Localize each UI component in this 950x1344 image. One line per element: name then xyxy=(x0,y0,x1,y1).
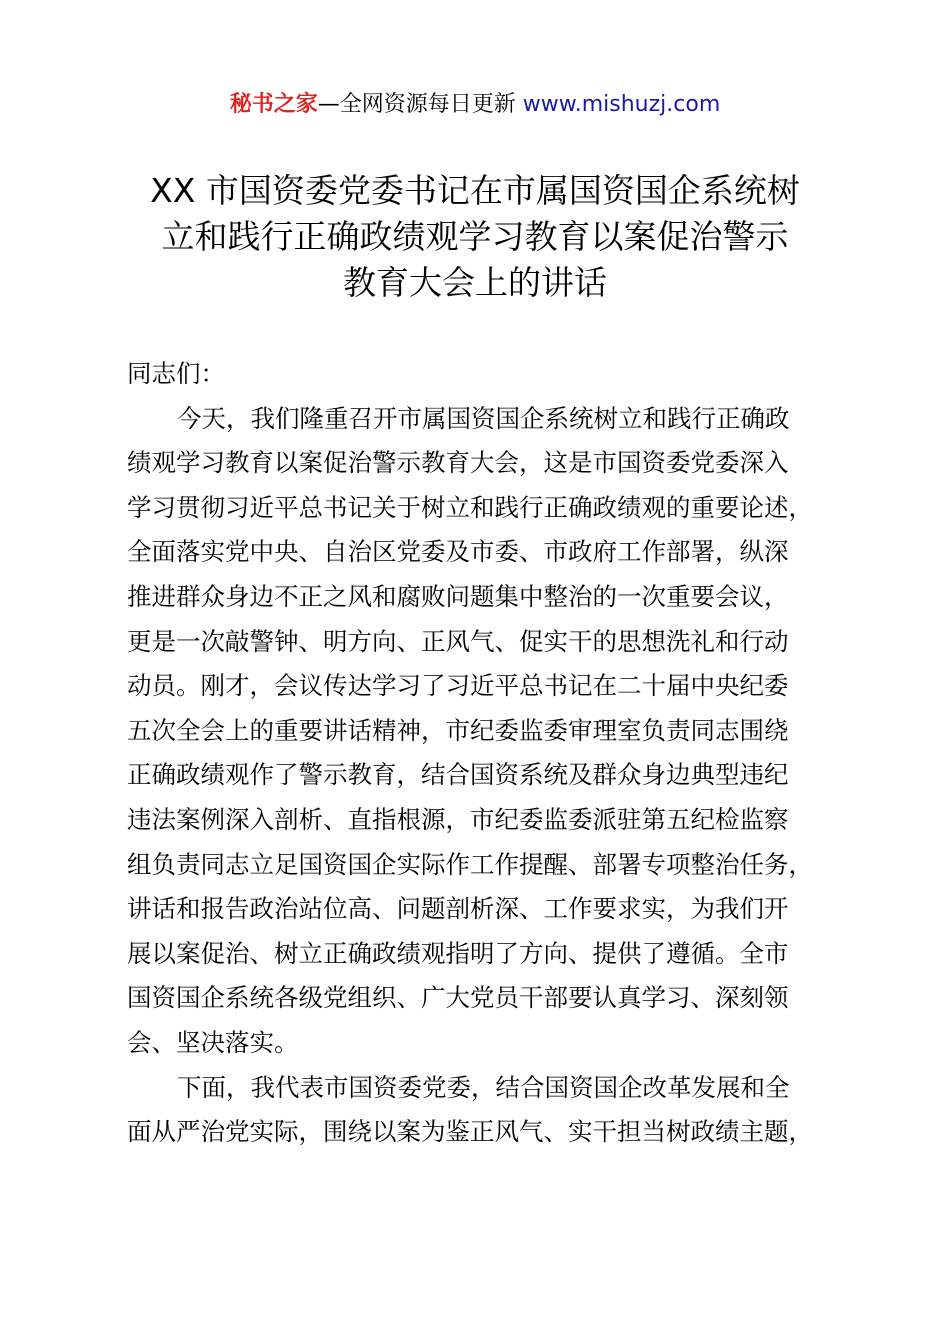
title-line: XX 市国资委党委书记在市属国资国企系统树 xyxy=(150,171,800,210)
site-header xyxy=(0,88,950,122)
title-line: 立和践行正确政绩观学习教育以案促治警示 xyxy=(161,217,789,256)
paragraph-line: 绩观学习教育以案促治警示教育大会，这是市国资委党委深入 xyxy=(127,448,789,478)
paragraph-line: 面从严治党实际，围绕以案为鉴正风气、实干担当树政绩主题， xyxy=(127,1117,813,1147)
paragraph-line: 国资国企系统各级党组织、广大党员干部要认真学习、深刻领 xyxy=(127,983,789,1013)
paragraph-line: 学习贯彻习近平总书记关于树立和践行正确政绩观的重要论述， xyxy=(127,492,813,522)
site-brand: 秘书之家 xyxy=(229,92,318,117)
paragraph-line: 违法案例深入剖析、直指根源，市纪委监委派驻第五纪检监察 xyxy=(127,804,789,834)
paragraph-line: 推进群众身边不正之风和腐败问题集中整治的一次重要会议， xyxy=(127,581,789,611)
paragraph-line: 五次全会上的重要讲话精神，市纪委监委审理室负责同志围绕 xyxy=(127,715,789,745)
paragraph-line: 更是一次敲警钟、明方向、正风气、促实干的思想洗礼和行动 xyxy=(127,626,789,656)
document-title xyxy=(110,168,840,306)
paragraph-line: 正确政绩观作了警示教育，结合国资系统及群众身边典型违纪 xyxy=(127,760,789,790)
paragraph-line: 组负责同志立足国资国企实际作工作提醒、部署专项整治任务， xyxy=(127,849,813,879)
site-slogan: —全网资源每日更新 xyxy=(317,92,516,117)
title-line: 教育大会上的讲话 xyxy=(343,263,607,302)
paragraph-line: 会、坚决落实。 xyxy=(127,1027,299,1057)
paragraph-line: 动员。刚才，会议传达学习了习近平总书记在二十届中央纪委 xyxy=(127,671,789,701)
paragraph-line: 下面，我代表市国资委党委，结合国资国企改革发展和全 xyxy=(177,1072,790,1102)
document-body xyxy=(127,352,857,1155)
paragraph-line: 今天，我们隆重召开市属国资国企系统树立和践行正确政 xyxy=(177,403,790,433)
salutation: 同志们： xyxy=(127,359,225,388)
paragraph-line: 全面落实党中央、自治区党委及市委、市政府工作部署，纵深 xyxy=(127,537,789,567)
paragraph-line: 讲话和报告政治站位高、问题剖析深、工作要求实，为我们开 xyxy=(127,894,789,924)
site-url-link[interactable]: www.mishuzj.com xyxy=(522,92,721,117)
paragraph-line: 展以案促治、树立正确政绩观指明了方向、提供了遵循。全市 xyxy=(127,938,789,968)
